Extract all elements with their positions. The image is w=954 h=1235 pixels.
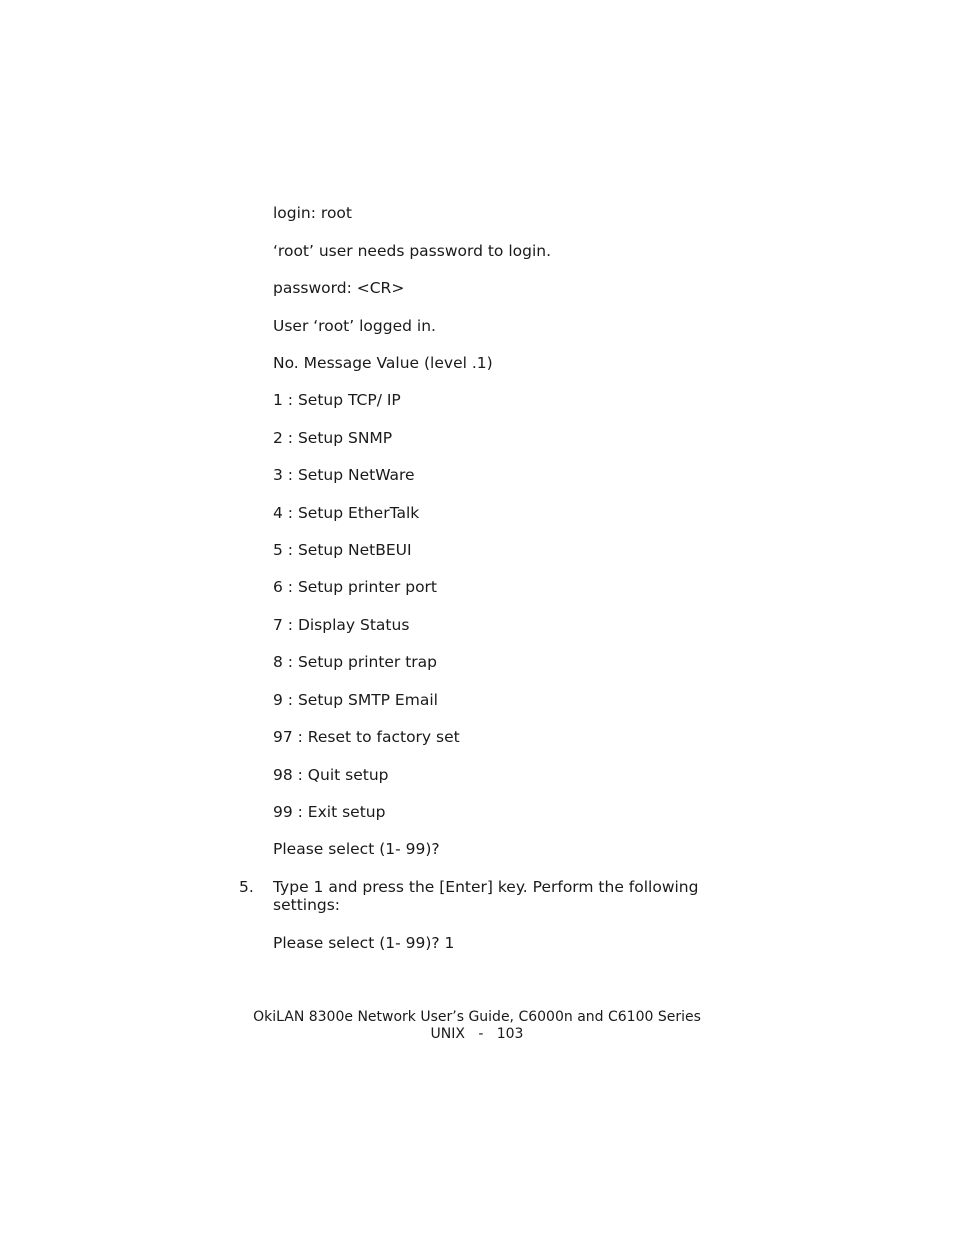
menu-item-smtp-email: 9 : Setup SMTP Email: [273, 691, 438, 709]
menu-item-printer-trap: 8 : Setup printer trap: [273, 653, 438, 671]
menu-item-netware: 3 : Setup NetWare: [273, 466, 415, 484]
menu-item-display-status: 7 : Display Status: [273, 616, 410, 634]
terminal-line-password-notice: ‘root’ user needs password to login.: [273, 242, 552, 260]
footer-page-number: UNIX - 103: [430, 1026, 524, 1042]
menu-item-netbeui: 5 : Setup NetBEUI: [273, 541, 412, 559]
menu-item-quit-setup: 98 : Quit setup: [273, 766, 389, 784]
menu-item-reset-factory: 97 : Reset to factory set: [273, 728, 460, 746]
menu-item-snmp: 2 : Setup SNMP: [273, 429, 393, 447]
footer-title: OkiLAN 8300e Network User’s Guide, C6000n and C6100 Series: [253, 1009, 701, 1025]
terminal-line-menu-header: No. Message Value (level .1): [273, 354, 493, 372]
terminal-line-password: password: <CR>: [273, 279, 405, 297]
menu-item-exit-setup: 99 : Exit setup: [273, 803, 386, 821]
step-text: Type 1 and press the [Enter] key. Perform the following settings:: [273, 878, 699, 914]
menu-item-ethertalk: 4 : Setup EtherTalk: [273, 504, 420, 522]
menu-item-tcp-ip: 1 : Setup TCP/ IP: [273, 391, 401, 409]
terminal-line-select-prompt: Please select (1- 99)?: [273, 840, 440, 858]
step-number: 5.: [239, 878, 254, 896]
terminal-line-select-answer: Please select (1- 99)? 1: [273, 934, 455, 952]
terminal-line-logged-in: User ‘root’ logged in.: [273, 317, 436, 335]
menu-item-printer-port: 6 : Setup printer port: [273, 578, 438, 596]
terminal-line-login: login: root: [273, 204, 352, 222]
